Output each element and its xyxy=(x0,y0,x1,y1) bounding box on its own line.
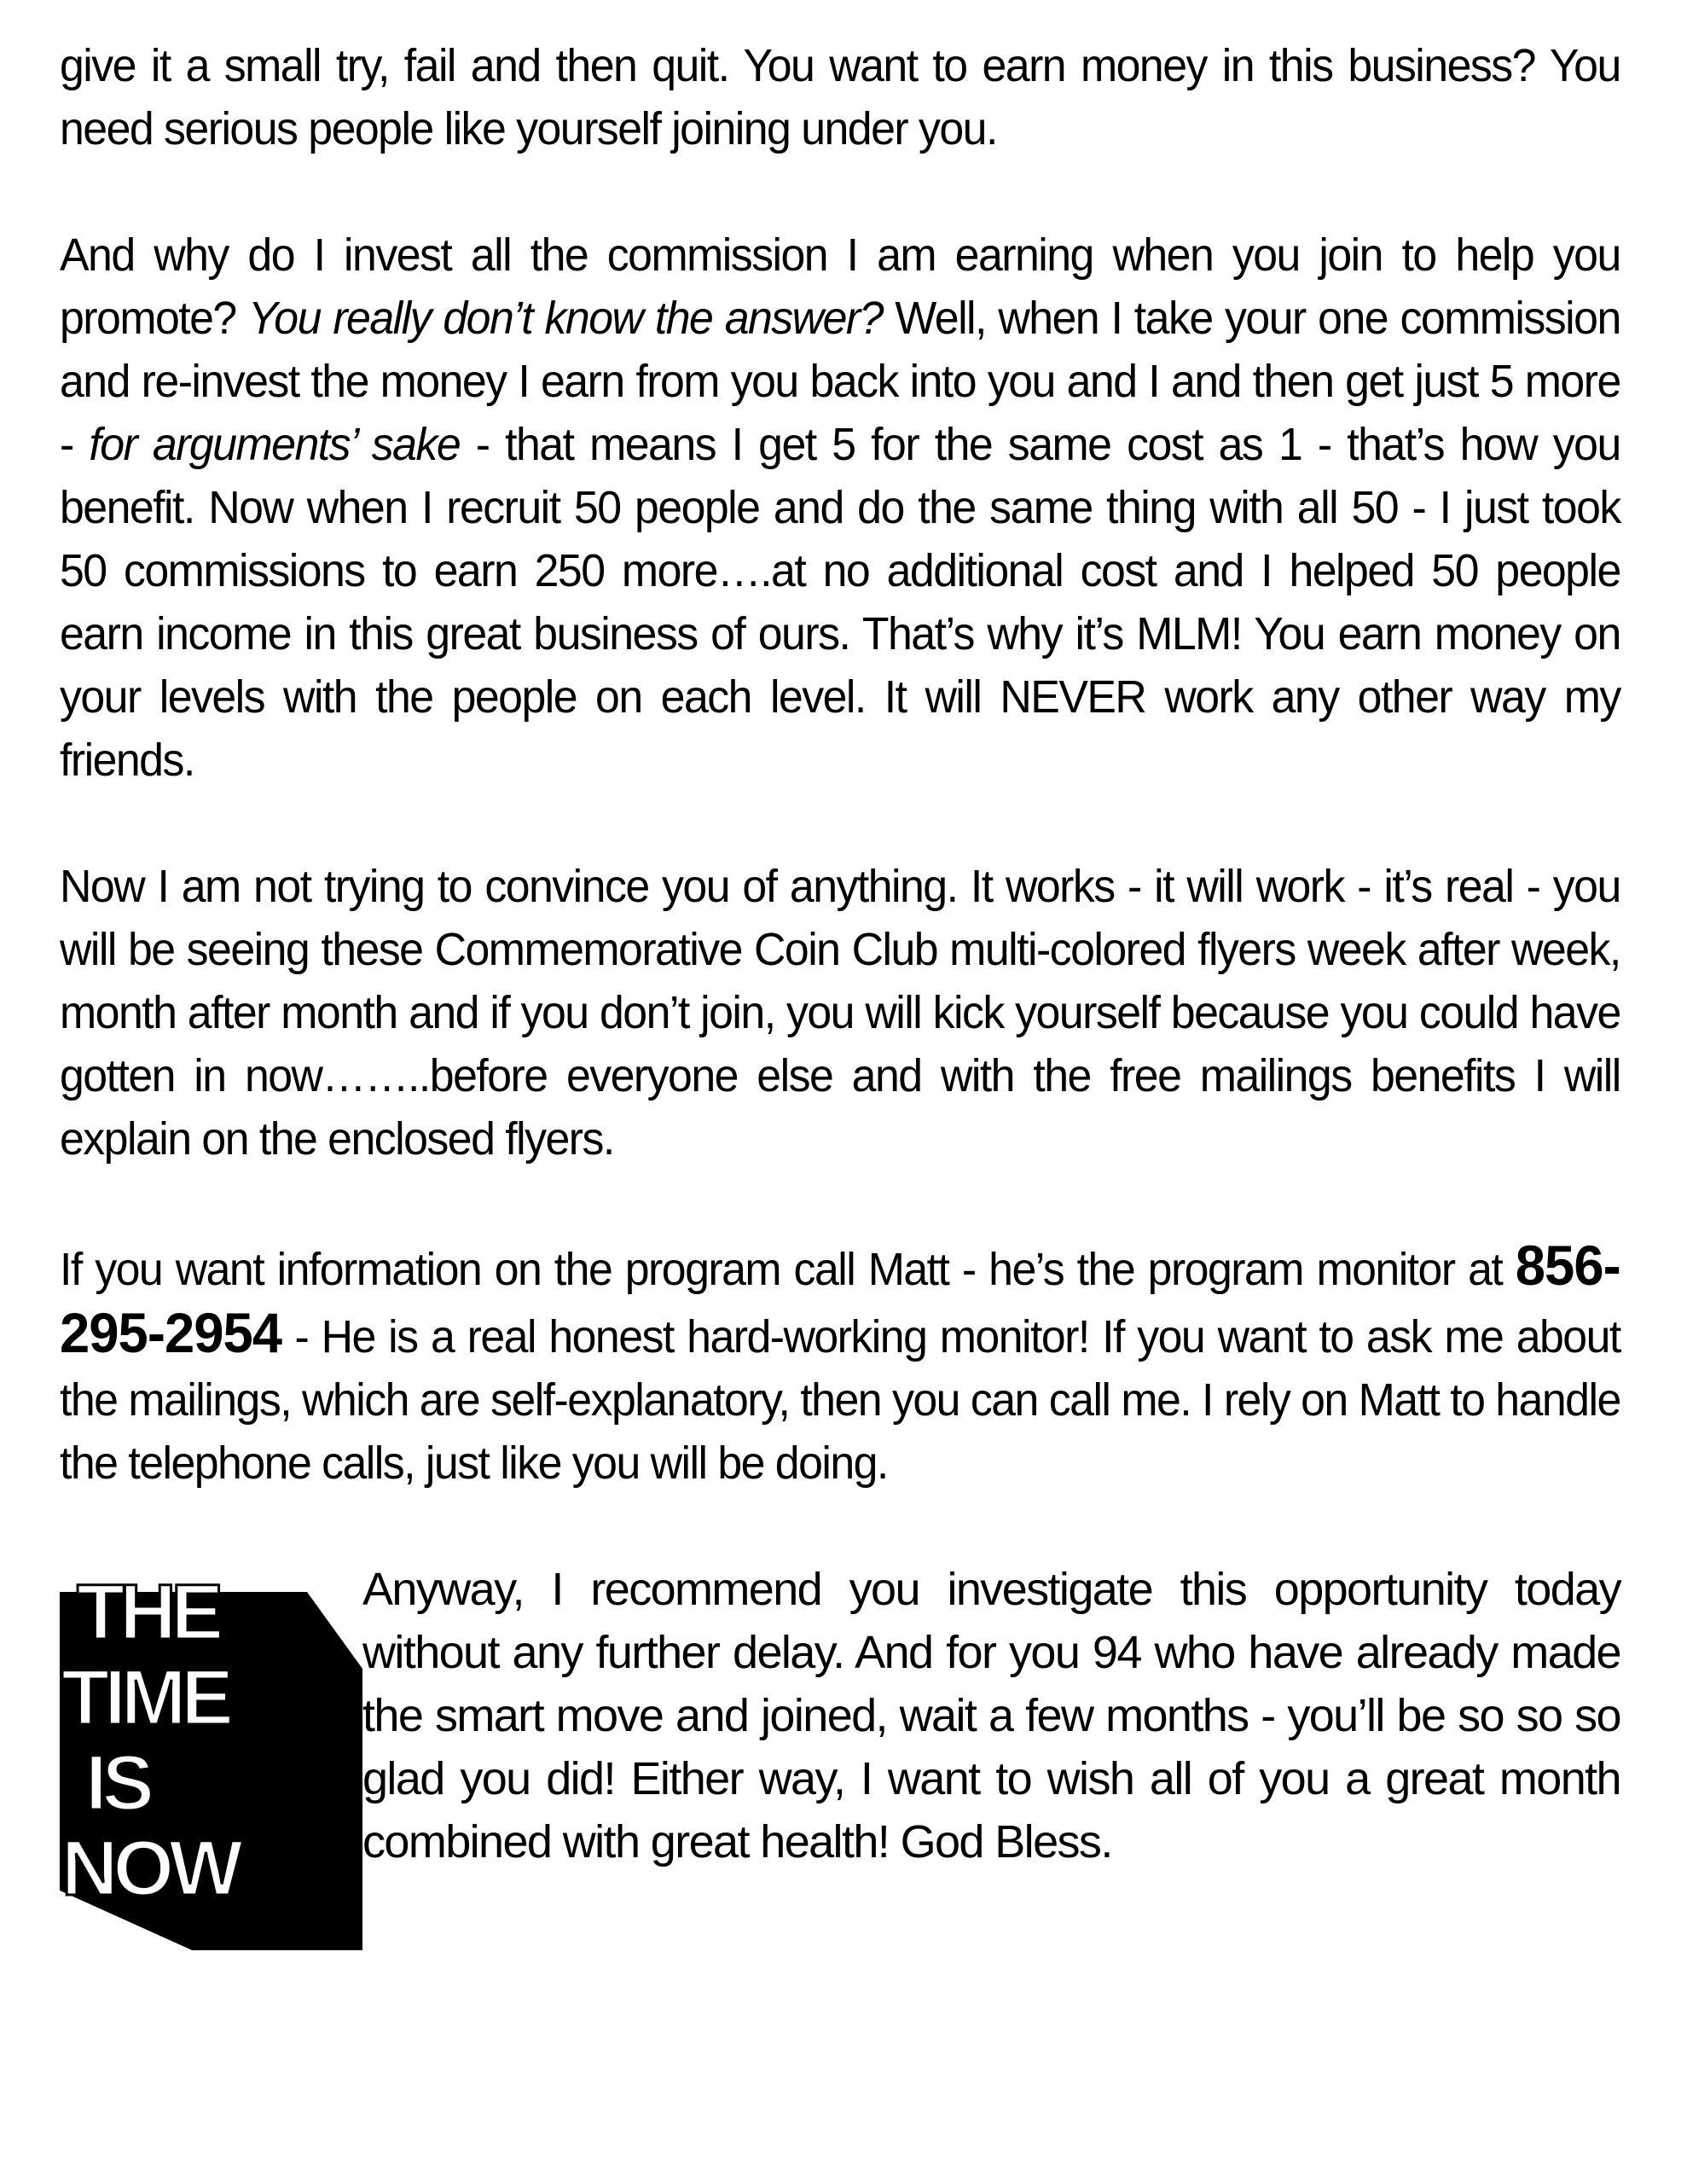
paragraph-2 xyxy=(60,224,1620,792)
paragraph-3 xyxy=(60,855,1620,1170)
paragraph-5 xyxy=(362,1558,1620,1873)
paragraph-3-text: Now I am not trying to convince you of anything. It works - it will work - it’s real - you will be seeing these Commemorative Coin Club multi-colored flyers week after week, month after month and if you don’t join, you will kick yourself because you could have gotten in now……..before everyone else and with the free mailings benefits I will explain on the enclosed flyers. xyxy=(60,861,1620,1165)
paragraph-5-text: Anyway, I recommend you investigate this opportunity today without any further delay. And for you 94 who have already made the smart move and joined, wait a few months - you’ll be so so so glad you did! Either way, I want to wish all of you a great month combined with great health! God Bless. xyxy=(362,1564,1620,1867)
the-time-is-now-logo xyxy=(60,1558,367,1950)
paragraph-4-end: - He is a real honest hard-working monitor! If you want to ask me about the mailings, which are self-explanatory, then you can call me. I rely on Matt to handle the telephone calls, just like you will be doing. xyxy=(60,1311,1620,1489)
paragraph-4 xyxy=(60,1234,1620,1495)
paragraph-2-end: - that means I get 5 for the same cost as 1 - that’s how you benefit. Now when I recruit 50 people and do the same thing with all 50 - I just took 50 commissions to earn 250 more….at no additional cost and I helped 50 people earn income in this great business of ours. That’s why it’s MLM! You earn money on your levels with the people on each level. It will NEVER work any other way my friends. xyxy=(60,419,1620,786)
logo-word-the: THE xyxy=(77,1569,218,1656)
logo-word-now: NOW xyxy=(61,1825,238,1912)
paragraph-2-start: And why do I invest all the commission I am earning when you join to help you promote? xyxy=(60,229,1620,344)
paragraph-2-middle: Well, when I take your one commission and re-invest the money I earn from you back into you and I and then get just 5 more - xyxy=(60,293,1620,470)
paragraph-1-text: give it a small try, fail and then quit. You want to earn money in this business? You need serious people like yourself joining under you. xyxy=(60,40,1620,154)
phone-number: 856-295-2954 xyxy=(60,1234,1620,1364)
letter-page xyxy=(60,34,1620,2001)
paragraph-1 xyxy=(60,34,1620,160)
paragraph-4-start: If you want information on the program call Matt - he’s the program monitor at xyxy=(60,1244,1516,1295)
paragraph-2-italic-aside: for arguments’ sake xyxy=(89,419,461,470)
logo-word-is: IS xyxy=(85,1740,149,1827)
logo-word-time: TIME xyxy=(61,1654,229,1741)
closing-section xyxy=(60,1558,1620,2001)
paragraph-2-italic-question: You really don’t know the answer? xyxy=(248,293,883,344)
